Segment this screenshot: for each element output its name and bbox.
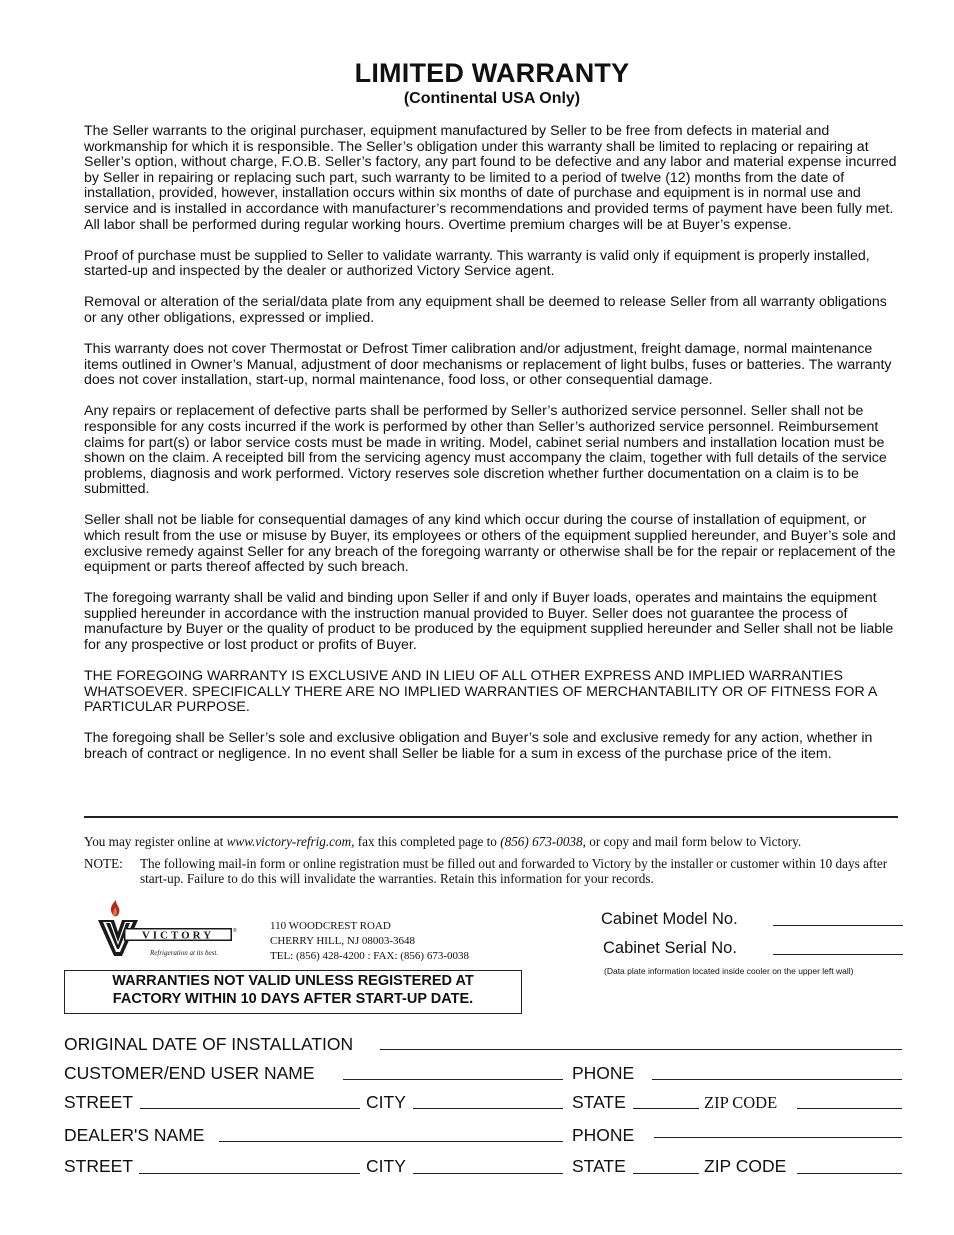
- paragraph-warranty-scope: The Seller warrants to the original purchaser, equipment manufactured by Seller to be free from defects in material and workmanship for which it is responsible. The Seller’s obligation under this warranty shall be limited to replacing or repairing at Seller’s option, without charge, F.O.B. Seller’s factory, any part found to be defective and any labor and material expense incurred by Seller in repairing or replacing such part, such warranty to be limited to a period of twelve (12) months from the date of installation, provided, however, installation occurs within six months of date of purchase and equipment is in normal use and service and is installed in accordance with manufacturer’s recommendations and provided terms of payment have been fully met. All labor shall be performed during regular working hours. Overtime premium charges will be at Buyer’s expense.: [84, 123, 897, 233]
- warranty-body: [84, 124, 902, 778]
- victory-logo: [94, 898, 242, 960]
- website-link[interactable]: www.victory-refrig.com,: [226, 834, 355, 849]
- cabinet-serial-label: Cabinet Serial No.: [603, 939, 737, 957]
- dealer-state-label: STATE: [572, 1156, 626, 1176]
- paragraph-exclusions: This warranty does not cover Thermostat or Defrost Timer calibration and/or adjustment, freight damage, normal maintenance items outlined in Owner’s Manual, adjustment of door mechanisms or replacement of light bulbs, fuses or batteries. The warranty does not cover installation, start-up, normal maintenance, food loss, or other consequential damage.: [84, 341, 892, 389]
- cabinet-model-field[interactable]: [773, 925, 903, 926]
- dealer-zip-field[interactable]: [797, 1173, 902, 1174]
- dealer-phone-field[interactable]: [654, 1137, 902, 1138]
- logo-brand: VICTORY: [141, 929, 215, 942]
- address-line-street: 110 WOODCREST ROAD: [270, 920, 391, 932]
- company-address: [270, 919, 469, 964]
- register-suffix: , or copy and mail form below to Victory.: [582, 834, 802, 849]
- paragraph-validity: The foregoing warranty shall be valid and binding upon Seller if and only if Buyer loads, operates and maintains the equipment supplied hereunder in accordance with the instruction manual provided to Buyer. Seller does not guarantee the process of manufacture by Buyer or the quality of product to be produced by the equipment supplied hereunder and Seller shall not be liable for any prospective or lost product or profits of Buyer.: [84, 590, 894, 654]
- warning-line-1: WARRANTIES NOT VALID UNLESS REGISTERED AT: [112, 973, 474, 989]
- warning-line-2: FACTORY WITHIN 10 DAYS AFTER START-UP DATE.: [112, 990, 474, 1007]
- register-instructions: [84, 834, 914, 849]
- page-subtitle: (Continental USA Only): [403, 90, 581, 107]
- paragraph-exclusive-warranty: THE FOREGOING WARRANTY IS EXCLUSIVE AND IN LIEU OF ALL OTHER EXPRESS AND IMPLIED WARRANTIES WHATSOEVER. SPECIFICALLY THERE ARE NO IMPLIED WARRANTIES OF MERCHANTABILITY OR OF FITNESS FOR A PARTICULAR PURPOSE.: [84, 668, 877, 716]
- customer-name-label: CUSTOMER/END USER NAME: [64, 1063, 315, 1083]
- page-title: LIMITED WARRANTY: [354, 58, 630, 88]
- register-prefix: You may register online at: [84, 834, 227, 849]
- address-line-city: CHERRY HILL, NJ 08003-3648: [270, 935, 416, 947]
- paragraph-sole-remedy: The foregoing shall be Seller’s sole and exclusive obligation and Buyer’s sole and exclusive remedy for any action, whether in breach of contract or negligence. In no event shall Seller be liable for a sum in excess of the purchase price of the item.: [84, 730, 873, 762]
- paragraph-repairs: Any repairs or replacement of defective parts shall be performed by Seller’s authorized service personnel. Seller shall not be responsible for any costs incurred if the work is performed by other than Seller’s authorized service personnel. Reimbursement claims for part(s) or labor service costs must be made in writing. Model, cabinet serial numbers and installation location must be shown on the claim. A receipted bill from the servicing agency must accompany the claim, together with full details of the service problems, diagnosis and work performed. Victory reserves sole discretion whether further documentation on a claim is to be submitted.: [84, 403, 887, 498]
- dealer-phone-label: PHONE: [572, 1125, 635, 1145]
- dealer-city-field[interactable]: [413, 1173, 563, 1174]
- dealer-zip-label: ZIP CODE: [704, 1156, 787, 1176]
- customer-street-field[interactable]: [140, 1108, 360, 1109]
- install-date-field[interactable]: [380, 1049, 902, 1050]
- customer-phone-field[interactable]: [652, 1079, 902, 1080]
- cabinet-serial-field[interactable]: [773, 954, 903, 955]
- fax-number: (856) 673-0038: [500, 834, 583, 849]
- customer-zip-label: ZIP CODE: [704, 1093, 778, 1112]
- customer-state-field[interactable]: [633, 1108, 699, 1109]
- address-line-phone: TEL: (856) 428-4200 : FAX: (856) 673-0038: [270, 950, 469, 962]
- customer-street-label: STREET: [64, 1092, 134, 1112]
- dealer-street-field[interactable]: [139, 1173, 360, 1174]
- customer-name-field[interactable]: [343, 1079, 563, 1080]
- register-middle: fax this completed page to: [354, 834, 501, 849]
- svg-text:®: ®: [233, 928, 237, 934]
- paragraph-serial-plate: Removal or alteration of the serial/data plate from any equipment shall be deemed to release Seller from all warranty obligations or any other obligations, expressed or implied.: [84, 294, 887, 326]
- dealer-state-field[interactable]: [633, 1173, 699, 1174]
- paragraph-liability: Seller shall not be liable for consequential damages of any kind which occur during the course of installation of equipment, or which result from the use or misuse by Buyer, its employees or others of the equipment supplied hereunder, and Buyer’s sole and exclusive remedy against Seller for any breach of the foregoing warranty or otherwise shall be for the repair or replacement of the equipment or parts thereof affected by such breach.: [84, 512, 896, 576]
- victory-logo-icon: [94, 898, 242, 960]
- dealer-name-field[interactable]: [219, 1141, 563, 1142]
- registration-warning-box: [64, 970, 522, 1014]
- logo-tagline: Refrigeration at its best.: [150, 949, 219, 957]
- divider: [84, 816, 898, 818]
- customer-state-label: STATE: [572, 1092, 626, 1112]
- install-date-label: ORIGINAL DATE OF INSTALLATION: [64, 1034, 354, 1054]
- dealer-street-label: STREET: [64, 1156, 134, 1176]
- customer-city-field[interactable]: [413, 1108, 563, 1109]
- data-plate-note: (Data plate information located inside cooler on the upper left wall): [604, 966, 854, 976]
- paragraph-proof-of-purchase: Proof of purchase must be supplied to Seller to validate warranty. This warranty is valid only if equipment is properly installed, started-up and inspected by the dealer or authorized Victory Service agent.: [84, 247, 870, 280]
- dealer-name-label: DEALER'S NAME: [64, 1125, 205, 1145]
- dealer-city-label: CITY: [366, 1156, 406, 1176]
- note-text: The following mail-in form or online registration must be filled out and forwarded to Victory by the installer or customer within 10 days after start-up. Failure to do this will invalidate the warranties. Retain this information for your records.: [140, 856, 888, 886]
- cabinet-model-label: Cabinet Model No.: [601, 910, 738, 928]
- customer-city-label: CITY: [366, 1092, 406, 1112]
- customer-zip-field[interactable]: [797, 1108, 902, 1109]
- customer-phone-label: PHONE: [572, 1063, 635, 1083]
- note-label: NOTE:: [84, 856, 123, 871]
